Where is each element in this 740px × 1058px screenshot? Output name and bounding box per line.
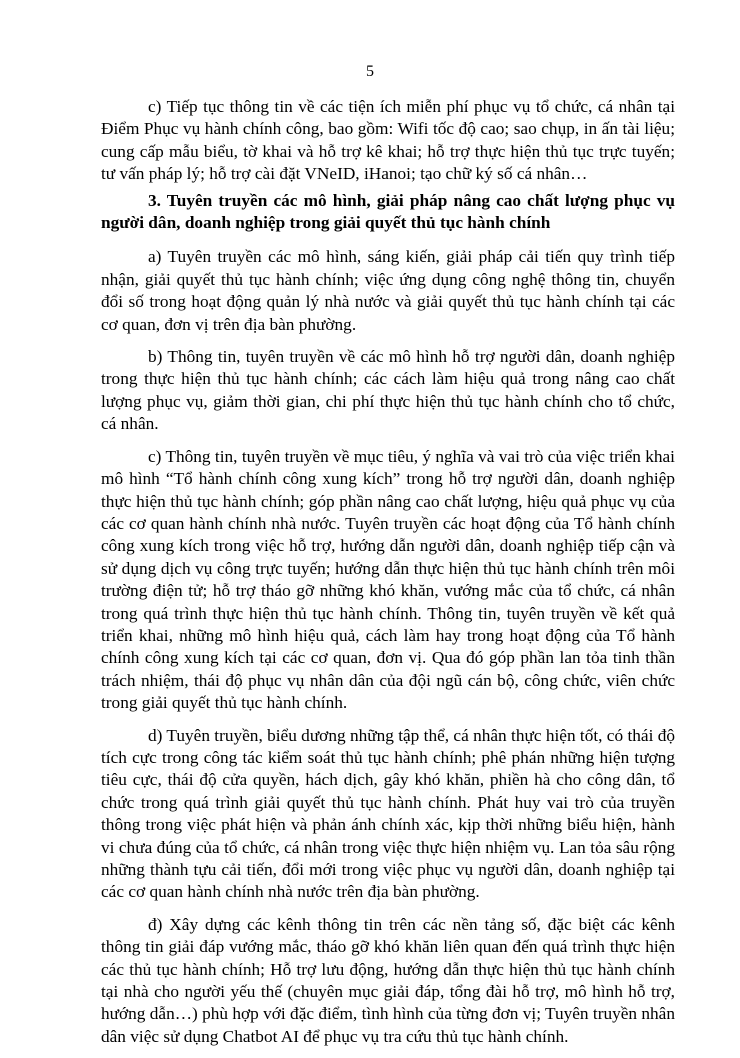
paragraph-b-support-models: b) Thông tin, tuyên truyền về các mô hình hỗ trợ người dân, doanh nghiệp trong thực hiện thủ tục hành chính; các cách làm hiệu quả trong nâng cao chất lượng phục vụ, giảm thời gian, chi phí thực hiện thủ tục hành chính cho tổ chức, cá nhân. bbox=[101, 347, 675, 434]
paragraph-c-free-utilities: c) Tiếp tục thông tin về các tiện ích miễn phí phục vụ tổ chức, cá nhân tại Điểm Phục vụ hành chính công, bao gồm: Wifi tốc độ cao; sao chụp, in ấn tài liệu; cung cấp mẫu biểu, tờ khai và hỗ trợ kê khai; hỗ trợ thực hiện thủ tục trực tuyến; tư vấn pháp lý; hỗ trợ cài đặt VNeID, iHanoi; tạo chữ ký số cá nhân… bbox=[101, 97, 675, 184]
paragraph-a-models-initiatives: a) Tuyên truyền các mô hình, sáng kiến, giải pháp cải tiến quy trình tiếp nhận, giải quyết thủ tục hành chính; việc ứng dụng công nghệ thông tin, chuyển đổi số trong hoạt động quản lý nhà nước và giải quyết thủ tục hành chính tại các cơ quan, đơn vị trên địa bàn phường. bbox=[101, 247, 675, 334]
paragraph-d-commendation: d) Tuyên truyền, biểu dương những tập thể, cá nhân thực hiện tốt, có thái độ tích cực trong công tác kiểm soát thủ tục hành chính; phê phán những hiện tượng tiêu cực, thái độ cửa quyền, hách dịch, gây khó khăn, phiền hà cho công dân, tổ chức trong quá trình giải quyết thủ tục hành chính. Phát huy vai trò của truyền thông trong việc phát hiện và phản ánh chính xác, kịp thời những biểu hiện, hành vi chưa đúng của tổ chức, cá nhân trong việc thực hiện nhiệm vụ. Lan tỏa sâu rộng những thành tựu cải tiến, đổi mới trong việc phục vụ người dân, doanh nghiệp tại các cơ quan hành chính nhà nước trên địa bàn phường. bbox=[101, 725, 675, 902]
paragraph-dd-digital-channels: đ) Xây dựng các kênh thông tin trên các nền tảng số, đặc biệt các kênh thông tin giải đáp vướng mắc, tháo gỡ khó khăn liên quan đến quá trình thực hiện các thủ tục hành chính; Hỗ trợ lưu động, hướng dẫn thực hiện thủ tục hành chính tại nhà cho người yếu thế (chuyên mục giải đáp, tổng đài hỗ trợ, mô hình hỗ trợ, hướng dẫn…) phù hợp với đặc điểm, tình hình của từng đơn vị; Tuyên truyền nhân dân việc sử dụng Chatbot AI để phục vụ tra cứu thủ tục hành chính. bbox=[101, 914, 675, 1046]
document-body bbox=[101, 96, 675, 1058]
paragraph-c-strike-team: c) Thông tin, tuyên truyền về mục tiêu, ý nghĩa và vai trò của việc triển khai mô hình “Tổ hành chính công xung kích” trong hỗ trợ người dân, doanh nghiệp thực hiện thủ tục hành chính; góp phần nâng cao chất lượng, hiệu quả phục vụ của các cơ quan hành chính nhà nước. Tuyên truyền các hoạt động của Tổ hành chính công xung kích trong việc hỗ trợ, hướng dẫn người dân, doanh nghiệp tiếp cận và sử dụng dịch vụ công trực tuyến; hướng dẫn thực hiện thủ tục hành chính trên môi trường điện tử; hỗ trợ tháo gỡ những khó khăn, vướng mắc của tổ chức, cá nhân trong quá trình thực hiện thủ tục hành chính. Thông tin, tuyên truyền về kết quả triển khai, những mô hình hiệu quả, cách làm hay trong hoạt động của Tổ hành chính công xung kích tại các cơ quan, đơn vị. Qua đó góp phần lan tỏa tinh thần trách nhiệm, thái độ phục vụ nhân dân của đội ngũ cán bộ, công chức, viên chức trong giải quyết thủ tục hành chính. bbox=[101, 446, 675, 713]
page-number: 5 bbox=[366, 63, 374, 80]
section-heading-3: 3. Tuyên truyền các mô hình, giải pháp nâng cao chất lượng phục vụ người dân, doanh nghiệp trong giải quyết thủ tục hành chính bbox=[101, 190, 675, 233]
